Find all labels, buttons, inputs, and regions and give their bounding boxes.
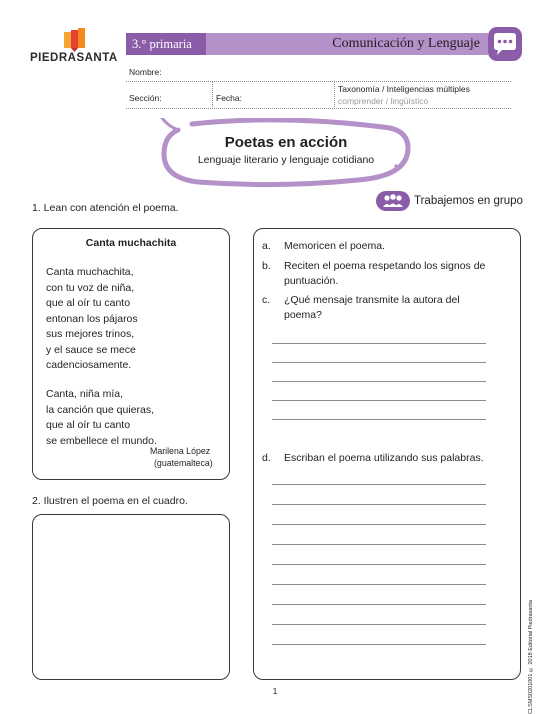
instruction-1: 1. Lean con atención el poema. <box>32 202 179 214</box>
poem-verse: entonan los pájaros <box>46 312 138 325</box>
task-text: Escriban el poema utilizando sus palabras. <box>284 452 484 464</box>
author-name: Marilena López <box>150 446 211 456</box>
answer-line[interactable] <box>272 544 486 545</box>
poem-verse: Canta, niña mía, <box>46 388 124 400</box>
poem-verse: sus mejores trinos, <box>46 328 135 340</box>
task-d <box>262 451 484 466</box>
poem-verse: se embellece el mundo. <box>46 434 157 447</box>
task-a <box>262 239 385 254</box>
author-nationality: (guatemalteca) <box>154 458 213 468</box>
answer-line[interactable] <box>272 484 486 485</box>
page-subtitle: Lenguaje literario y lenguaje cotidiano <box>197 154 375 166</box>
task-marker: c. <box>262 294 271 306</box>
title-frame <box>158 118 414 188</box>
task-b <box>262 259 485 274</box>
taxonomy-label: Taxonomía / Inteligencias múltiples <box>338 84 470 94</box>
name-line[interactable] <box>126 81 511 82</box>
answer-line[interactable] <box>272 419 486 420</box>
poem-verse: y el sauce se mece <box>46 343 136 356</box>
page-title: Poetas en acción <box>224 134 348 151</box>
task-text: Memoricen el poema. <box>284 240 385 252</box>
task-text: ¿Qué mensaje transmite la autora del <box>284 294 460 306</box>
task-c <box>262 293 460 308</box>
poem-title: Canta muchachita <box>85 237 177 249</box>
poem-author <box>150 445 213 469</box>
poem-verse: que al oír tu canto <box>46 297 131 309</box>
book-logo-icon <box>64 28 90 52</box>
answer-line[interactable] <box>272 604 486 605</box>
poem-verse: Canta muchachita, <box>46 266 134 278</box>
date-label: Fecha: <box>216 93 242 103</box>
task-b-cont: puntuación. <box>284 275 339 287</box>
poem-verse: cadenciosamente. <box>46 359 132 371</box>
section-line <box>126 108 511 109</box>
drawing-area[interactable] <box>32 514 230 680</box>
group-icon <box>376 191 410 211</box>
task-text: Reciten el poema respetando los signos de <box>284 260 486 272</box>
answer-line[interactable] <box>272 343 486 344</box>
task-marker: b. <box>262 260 271 272</box>
answer-line[interactable] <box>272 504 486 505</box>
task-c-cont: poema? <box>284 309 322 321</box>
divider <box>334 82 335 109</box>
answer-line[interactable] <box>272 564 486 565</box>
instruction-2: 2. Ilustren el poema en el cuadro. <box>32 495 188 507</box>
brand-name: PIEDRASANTA <box>30 52 118 64</box>
answer-line[interactable] <box>272 400 486 401</box>
section-label: Sección: <box>129 93 162 103</box>
answer-line[interactable] <box>272 524 486 525</box>
grade-label: 3.° primaria <box>126 33 206 55</box>
answer-line[interactable] <box>272 644 486 645</box>
name-label: Nombre: <box>129 67 162 77</box>
subject-title: Comunicación y Lenguaje <box>332 36 480 51</box>
poem-verse: con tu voz de niña, <box>46 281 135 294</box>
taxonomy-values: comprender / lingüístico <box>338 96 429 106</box>
poem-verse: la canción que quieras, <box>46 403 154 416</box>
answer-line[interactable] <box>272 584 486 585</box>
task-marker: a. <box>262 240 271 252</box>
side-code: CLSMS0201001 © 2018 Editorial Piedrasanta <box>528 600 534 714</box>
speech-bubble-icon <box>487 26 523 62</box>
answer-line[interactable] <box>272 624 486 625</box>
answer-line[interactable] <box>272 362 486 363</box>
poem-verse: que al oír tu canto <box>46 419 131 431</box>
answer-line[interactable] <box>272 381 486 382</box>
task-marker: d. <box>262 452 271 464</box>
page-number: 1 <box>272 686 278 696</box>
divider <box>212 82 213 109</box>
group-work-label: Trabajemos en grupo <box>414 195 523 207</box>
